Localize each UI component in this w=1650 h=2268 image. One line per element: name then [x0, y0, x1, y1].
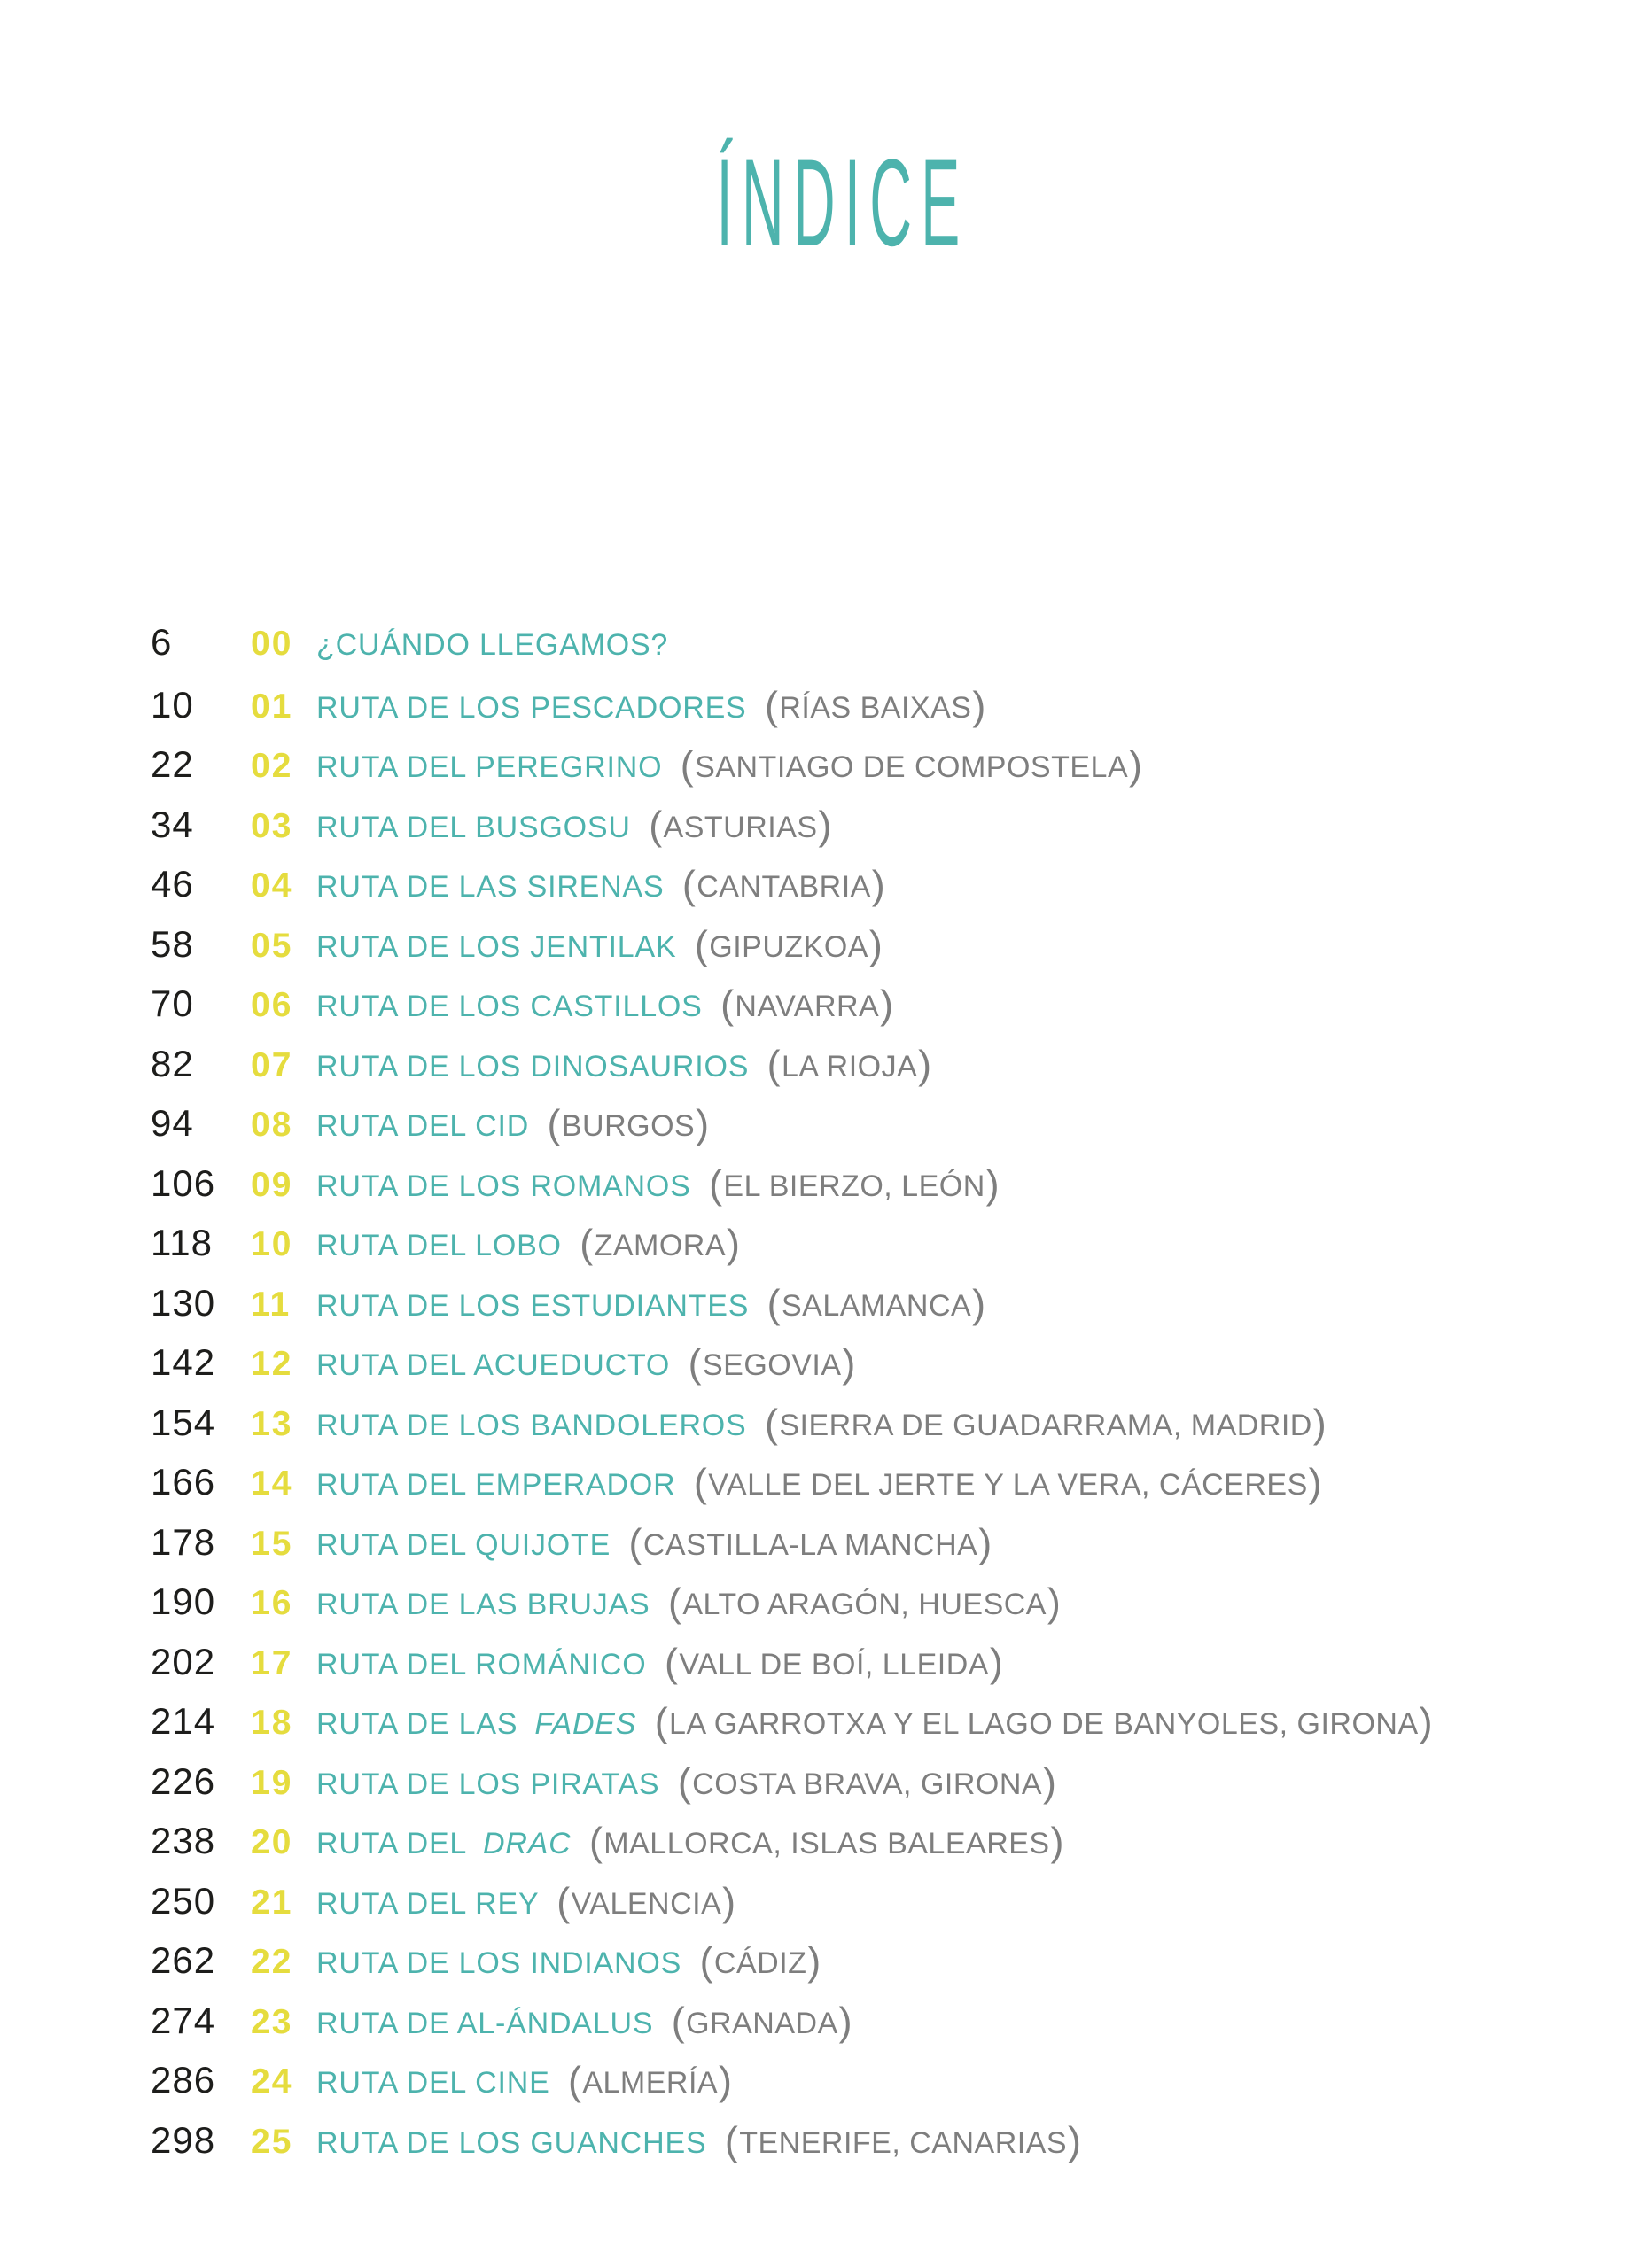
chapter-location: ( SALAMANCA ): [767, 1289, 986, 1323]
chapter-title: RUTA DE LAS BRUJAS: [316, 1588, 650, 1621]
chapter-title: RUTA DEL QUIJOTE: [316, 1527, 611, 1562]
chapter-title: RUTA DE LOS BANDOLEROS: [316, 1408, 747, 1442]
chapter-number: 21: [251, 1883, 293, 1922]
page-number: 214: [151, 1700, 216, 1742]
toc-row: [151, 860, 1586, 920]
chapter-number: 20: [251, 1823, 293, 1861]
chapter-title: RUTA DE LOS JENTILAK: [316, 929, 677, 964]
chapter-entry: [316, 1040, 932, 1086]
page-number: 166: [151, 1461, 216, 1503]
toc-row: [151, 1578, 1586, 1638]
chapter-entry: [316, 1578, 1061, 1624]
chapter-entry: [316, 1937, 821, 1983]
toc-row: [151, 1219, 1586, 1279]
chapter-entry: [316, 860, 885, 906]
chapter-title: RUTA DE LOS ESTUDIANTES: [316, 1288, 750, 1323]
chapter-number: 14: [251, 1464, 293, 1503]
chapter-title: RUTA DEL ROMÁNICO: [316, 1647, 647, 1682]
chapter-location: ( MALLORCA, ISLAS BALEARES ): [589, 1827, 1064, 1860]
chapter-location: ( VALLE DEL JERTE Y LA VERA, CÁCERES ): [694, 1468, 1322, 1502]
chapter-location: ( SIERRA DE GUADARRAMA, MADRID ): [765, 1409, 1327, 1442]
toc-row: [151, 1997, 1586, 2057]
chapter-title: RUTA DEL PEREGRINO: [316, 750, 663, 784]
chapter-entry: [316, 1638, 1003, 1684]
chapter-entry: [316, 1219, 740, 1265]
chapter-number: 23: [251, 2002, 293, 2041]
toc-row: [151, 1339, 1586, 1399]
toc-row: [151, 741, 1586, 801]
page-number: 274: [151, 1999, 216, 2041]
toc-row: [151, 1099, 1586, 1160]
chapter-entry: [316, 1877, 736, 1923]
chapter-location: ( LA GARROTXA Y EL LAGO DE BANYOLES, GIRONA ): [655, 1707, 1433, 1741]
toc-row: [151, 920, 1586, 981]
chapter-title: RUTA DEL CINE: [316, 2066, 550, 2100]
chapter-title: RUTA DE LOS PIRATAS: [316, 1767, 660, 1801]
chapter-entry: [316, 2056, 732, 2102]
page-number: 142: [151, 1341, 216, 1383]
page-number: 250: [151, 1879, 216, 1922]
chapter-number: 13: [251, 1404, 293, 1443]
page-number: 46: [151, 863, 194, 905]
page-number: 238: [151, 1820, 216, 1861]
chapter-number: 25: [251, 2122, 293, 2161]
page-number: 190: [151, 1581, 216, 1622]
chapter-entry: [316, 1160, 1000, 1206]
page-number: 6: [151, 621, 173, 663]
chapter-number: 16: [251, 1584, 293, 1622]
toc-row: [151, 1758, 1586, 1818]
chapter-location: ( GIPUZKOA ): [695, 930, 883, 964]
chapter-location: ( ALMERÍA ): [568, 2066, 732, 2100]
toc-row: [151, 1877, 1586, 1938]
chapter-title: RUTA DE LAS: [316, 1707, 518, 1741]
chapter-entry: [316, 1339, 856, 1385]
chapter-title-italic: DRAC: [482, 1827, 572, 1860]
chapter-title: ¿CUÁNDO LLEGAMOS?: [316, 628, 669, 662]
chapter-title: RUTA DE LOS ROMANOS: [316, 1169, 691, 1203]
chapter-number: 19: [251, 1763, 293, 1802]
chapter-title: RUTA DEL REY: [316, 1886, 539, 1921]
chapter-location: ( COSTA BRAVA, GIRONA ): [678, 1767, 1057, 1801]
chapter-location: ( BURGOS ): [548, 1109, 710, 1143]
page-number: 226: [151, 1759, 216, 1802]
toc-row: [151, 681, 1586, 742]
chapter-entry: [316, 1817, 1064, 1863]
toc-row: [151, 1638, 1586, 1698]
chapter-location: ( SEGOVIA ): [689, 1348, 856, 1382]
chapter-number: 22: [251, 1943, 293, 1981]
chapter-entry: [316, 1697, 1433, 1744]
chapter-entry: [316, 1758, 1056, 1804]
chapter-entry: [316, 920, 883, 967]
page-number: 262: [151, 1939, 216, 1981]
toc-row: [151, 1399, 1586, 1459]
chapter-number: 17: [251, 1643, 293, 1682]
chapter-entry: [316, 1458, 1322, 1504]
chapter-number: 11: [251, 1285, 292, 1324]
chapter-number: 10: [251, 1225, 293, 1263]
page-number: 178: [151, 1520, 216, 1563]
chapter-location: ( SANTIAGO DE COMPOSTELA ): [681, 750, 1143, 784]
chapter-location: ( LA RIOJA ): [767, 1050, 932, 1084]
page-number: 130: [151, 1281, 216, 1324]
toc-row: [151, 1817, 1586, 1877]
page-number: 34: [151, 803, 194, 845]
toc-row: [151, 980, 1586, 1040]
chapter-number: 07: [251, 1045, 293, 1084]
page-number: 154: [151, 1401, 216, 1443]
chapter-number: 02: [251, 747, 293, 785]
toc-row: [151, 1040, 1586, 1100]
chapter-title-italic: FADES: [534, 1707, 637, 1741]
toc-row: [151, 1458, 1586, 1518]
toc-row: [151, 2117, 1586, 2177]
page-number: 286: [151, 2059, 216, 2101]
chapter-number: 12: [251, 1345, 293, 1383]
page-number: 118: [151, 1222, 213, 1263]
chapter-location: ( GRANADA ): [672, 2007, 852, 2040]
chapter-location: ( VALL DE BOÍ, LLEIDA ): [665, 1648, 1003, 1682]
toc-row: [151, 1160, 1586, 1220]
chapter-entry: [316, 1518, 992, 1565]
chapter-title: RUTA DEL: [316, 1827, 466, 1860]
chapter-title: RUTA DE LOS PESCADORES: [316, 690, 747, 725]
chapter-number: 04: [251, 866, 293, 905]
page-number: 94: [151, 1102, 194, 1144]
chapter-entry: [316, 628, 668, 663]
chapter-number: 01: [251, 687, 293, 726]
chapter-location: ( ASTURIAS ): [649, 811, 832, 844]
chapter-location: ( CASTILLA-LA MANCHA ): [629, 1528, 992, 1562]
chapter-entry: [316, 980, 894, 1026]
page-number: 202: [151, 1640, 216, 1682]
toc-row: [151, 801, 1586, 861]
chapter-number: 24: [251, 2062, 293, 2101]
chapter-title: RUTA DE LAS SIRENAS: [316, 870, 665, 904]
chapter-number: 03: [251, 806, 293, 845]
toc-row: [151, 1279, 1586, 1340]
chapter-location: ( ALTO ARAGÓN, HUESCA ): [668, 1588, 1061, 1621]
chapter-location: ( CÁDIZ ): [700, 1946, 821, 1980]
chapter-title: RUTA DEL BUSGOSU: [316, 810, 631, 844]
chapter-entry: [316, 1997, 852, 2043]
chapter-number: 15: [251, 1524, 293, 1563]
page-number: 58: [151, 922, 194, 965]
chapter-number: 05: [251, 926, 293, 965]
chapter-title: RUTA DE LOS DINOSAURIOS: [316, 1049, 750, 1084]
chapter-title: RUTA DE AL-ÁNDALUS: [316, 2006, 654, 2040]
toc-list: [151, 621, 1586, 2176]
page-number: 106: [151, 1161, 216, 1204]
chapter-title: RUTA DEL EMPERADOR: [316, 1468, 676, 1502]
page-number: 298: [151, 2118, 216, 2161]
page-number: 22: [151, 743, 194, 785]
chapter-number: 06: [251, 986, 293, 1024]
title-band: [0, 0, 1650, 372]
chapter-number: 08: [251, 1106, 293, 1144]
chapter-location: ( NAVARRA ): [720, 990, 894, 1023]
toc-row: [151, 1697, 1586, 1758]
chapter-entry: [316, 801, 832, 847]
chapter-location: ( RÍAS BAIXAS ): [765, 691, 986, 725]
chapter-title: RUTA DEL CID: [316, 1109, 530, 1143]
chapter-number: 18: [251, 1704, 293, 1742]
chapter-number: 09: [251, 1165, 293, 1204]
chapter-location: ( TENERIFE, CANARIAS ): [725, 2126, 1082, 2160]
chapter-title: RUTA DE LOS INDIANOS: [316, 1946, 682, 1980]
page-number: 10: [151, 683, 194, 726]
chapter-entry: [316, 1099, 710, 1146]
chapter-entry: [316, 741, 1142, 787]
chapter-entry: [316, 681, 986, 727]
chapter-title: RUTA DEL LOBO: [316, 1229, 562, 1262]
chapter-location: ( ZAMORA ): [580, 1229, 740, 1262]
chapter-location: ( VALENCIA ): [556, 1887, 735, 1921]
chapter-title: RUTA DEL ACUEDUCTO: [316, 1348, 671, 1382]
chapter-entry: [316, 1279, 986, 1325]
chapter-entry: [316, 1399, 1327, 1445]
page-number: 82: [151, 1042, 194, 1084]
toc-row: [151, 2056, 1586, 2117]
page-title: ÍNDICE: [716, 134, 969, 272]
toc-row: [151, 621, 1586, 681]
chapter-number: 00: [251, 625, 293, 663]
chapter-entry: [316, 2117, 1081, 2163]
chapter-location: ( CANTABRIA ): [682, 870, 885, 904]
toc-row: [151, 1518, 1586, 1579]
chapter-title: RUTA DE LOS GUANCHES: [316, 2125, 707, 2160]
chapter-title: RUTA DE LOS CASTILLOS: [316, 990, 703, 1023]
toc-row: [151, 1937, 1586, 1997]
page-number: 70: [151, 983, 194, 1024]
chapter-location: ( EL BIERZO, LEÓN ): [709, 1169, 1000, 1203]
